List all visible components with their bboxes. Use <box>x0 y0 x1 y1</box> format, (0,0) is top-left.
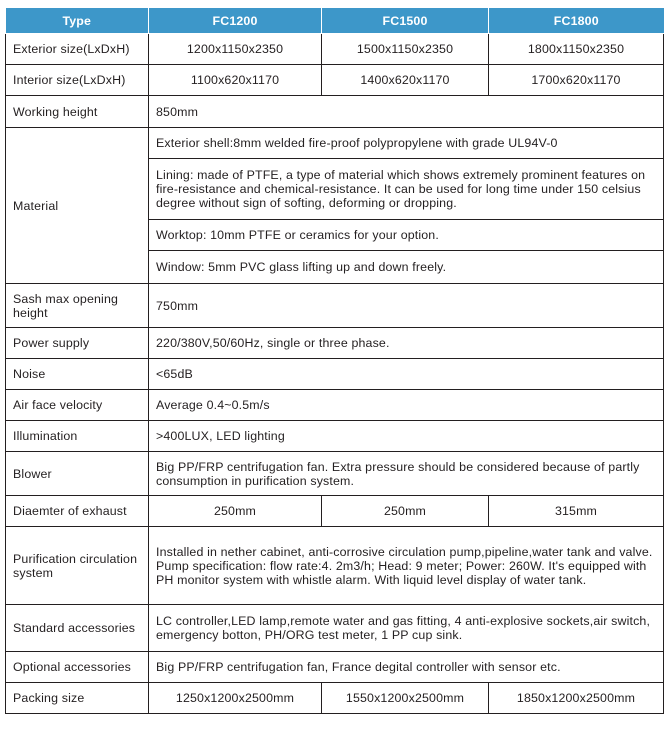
material-window: Window: 5mm PVC glass lifting up and down freely. <box>149 251 664 284</box>
exterior-size-fc1800: 1800x1150x2350 <box>489 34 664 65</box>
header-row <box>6 8 664 34</box>
row-blower <box>6 452 664 496</box>
spec-table <box>5 8 664 714</box>
label-material: Material <box>6 128 149 284</box>
exhaust-diameter-fc1500: 250mm <box>322 496 489 527</box>
label-packing-size: Packing size <box>6 683 149 714</box>
standard-accessories-value: LC controller,LED lamp,remote water and gas fitting, 4 anti-explosive sockets,air switch, emergency botton, PH/ORG test meter, 1 PP cup sink. <box>149 605 664 652</box>
label-illumination: Illumination <box>6 421 149 452</box>
power-supply-value: 220/380V,50/60Hz, single or three phase. <box>149 328 664 359</box>
header-fc1200: FC1200 <box>149 8 322 34</box>
label-exterior-size: Exterior size(LxDxH) <box>6 34 149 65</box>
row-air-face-velocity <box>6 390 664 421</box>
working-height-value: 850mm <box>149 96 664 128</box>
row-sash-opening <box>6 284 664 328</box>
material-worktop: Worktop: 10mm PTFE or ceramics for your option. <box>149 220 664 251</box>
row-noise <box>6 359 664 390</box>
row-packing-size <box>6 683 664 714</box>
row-illumination <box>6 421 664 452</box>
illumination-value: >400LUX, LED lighting <box>149 421 664 452</box>
row-working-height <box>6 96 664 128</box>
sash-opening-value: 750mm <box>149 284 664 328</box>
material-lining: Lining: made of PTFE, a type of material which shows extremely prominent features on fire-resistance and chemical-resistance. It can be used for long time under 150 celsius degree without sign of softing, deforming or dropping. <box>149 159 664 220</box>
air-face-velocity-value: Average 0.4~0.5m/s <box>149 390 664 421</box>
label-blower: Blower <box>6 452 149 496</box>
label-power-supply: Power supply <box>6 328 149 359</box>
interior-size-fc1500: 1400x620x1170 <box>322 65 489 96</box>
header-fc1800: FC1800 <box>489 8 664 34</box>
label-air-face-velocity: Air face velocity <box>6 390 149 421</box>
row-material-exterior-shell <box>6 128 664 159</box>
label-working-height: Working height <box>6 96 149 128</box>
packing-size-fc1500: 1550x1200x2500mm <box>322 683 489 714</box>
row-power-supply <box>6 328 664 359</box>
packing-size-fc1200: 1250x1200x2500mm <box>149 683 322 714</box>
optional-accessories-value: Big PP/FRP centrifugation fan, France degital controller with sensor etc. <box>149 652 664 683</box>
label-optional-accessories: Optional accessories <box>6 652 149 683</box>
header-fc1500: FC1500 <box>322 8 489 34</box>
label-purification-system: Purification circulation system <box>6 527 149 605</box>
label-standard-accessories: Standard accessories <box>6 605 149 652</box>
exterior-size-fc1200: 1200x1150x2350 <box>149 34 322 65</box>
exhaust-diameter-fc1800: 315mm <box>489 496 664 527</box>
header-type: Type <box>6 8 149 34</box>
exterior-size-fc1500: 1500x1150x2350 <box>322 34 489 65</box>
interior-size-fc1800: 1700x620x1170 <box>489 65 664 96</box>
row-purification-system <box>6 527 664 605</box>
purification-system-value: Installed in nether cabinet, anti-corrosive circulation pump,pipeline,water tank and valve. Pump specification: flow rate:4. 2m3/h; Head: 9 meter; Power: 260W. It's equipped with PH monitor system with whistle alarm. With liquid level display of water tank. <box>149 527 664 605</box>
blower-value: Big PP/FRP centrifugation fan. Extra pressure should be considered because of partly consumption in purification system. <box>149 452 664 496</box>
packing-size-fc1800: 1850x1200x2500mm <box>489 683 664 714</box>
row-interior-size <box>6 65 664 96</box>
row-standard-accessories <box>6 605 664 652</box>
material-exterior-shell: Exterior shell:8mm welded fire-proof polypropylene with grade UL94V-0 <box>149 128 664 159</box>
label-interior-size: Interior size(LxDxH) <box>6 65 149 96</box>
exhaust-diameter-fc1200: 250mm <box>149 496 322 527</box>
label-sash-opening: Sash max opening height <box>6 284 149 328</box>
interior-size-fc1200: 1100x620x1170 <box>149 65 322 96</box>
noise-value: <65dB <box>149 359 664 390</box>
row-exterior-size <box>6 34 664 65</box>
row-optional-accessories <box>6 652 664 683</box>
row-exhaust-diameter <box>6 496 664 527</box>
label-noise: Noise <box>6 359 149 390</box>
label-exhaust-diameter: Diaemter of exhaust <box>6 496 149 527</box>
